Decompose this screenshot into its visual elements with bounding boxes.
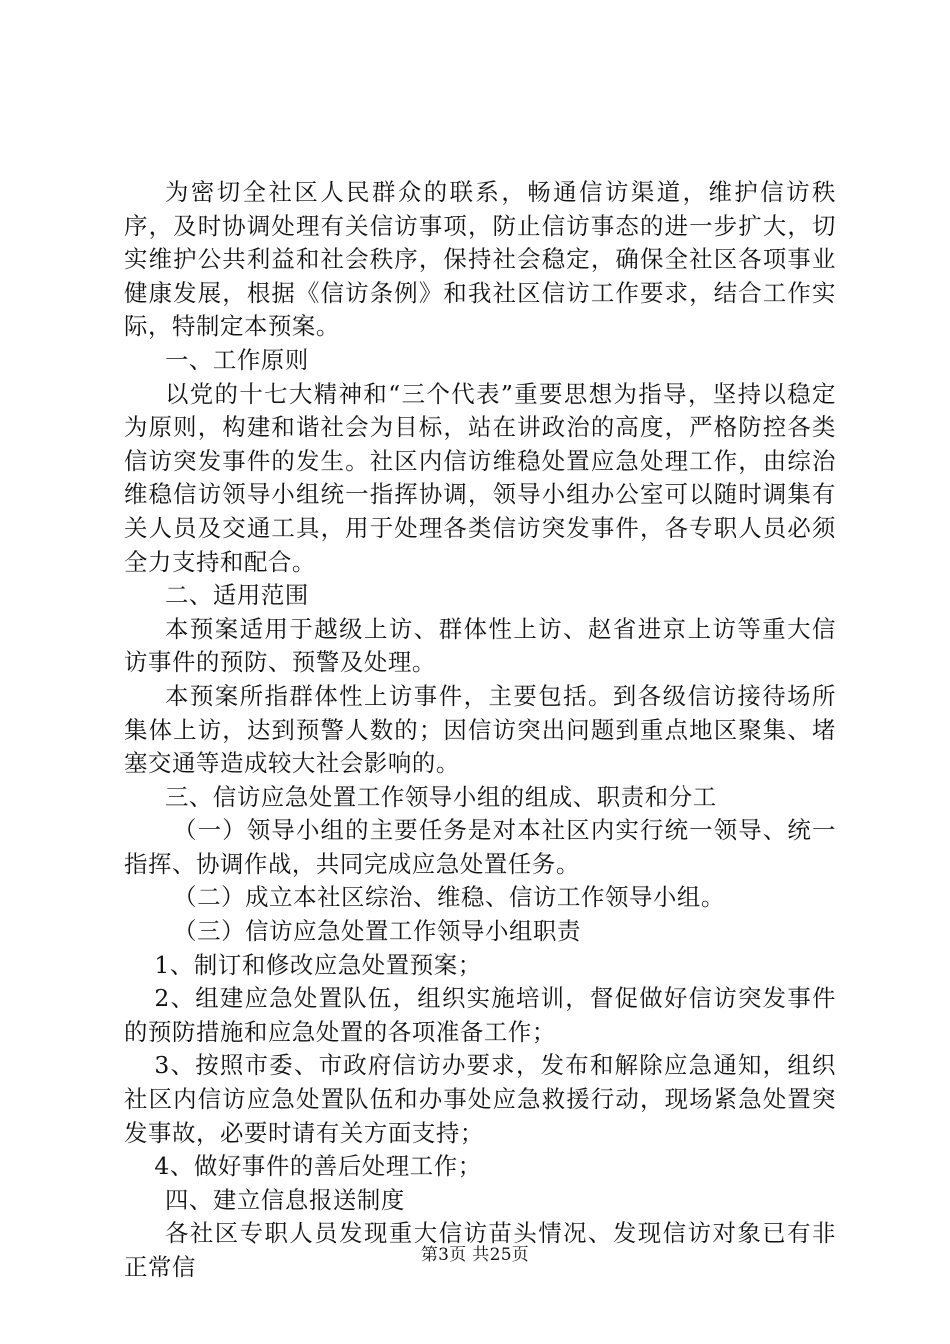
paragraph-info-reporting: 各社区专职人员发现重大信访苗头情况、发现信访对象已有非正常信 [124,1219,836,1281]
paragraph-work-principles: 以党的十七大精神和“三个代表”重要思想为指导，坚持以稳定为原则，构建和谐社会为目标，站在讲政治的高度，严格防控各类信访突发事件的发生。社区内信访维稳处置应急处理工作，由综治维稳信访领导小组统一指挥协调，领导小组办公室可以随时调集有关人员及交通工具，用于处理各类信访突发事件，各专职人员必须全力支持和配合。 [124,379,836,576]
heading-leading-group: 三、信访应急处置工作领导小组的组成、职责和分工 [164,782,717,811]
paragraph-scope: 本预案适用于越级上访、群体性上访、赵省进京上访等重大信访事件的预防、预警及处理。 [124,614,836,677]
paragraph-group-task: （一）领导小组的主要任务是对本社区内实行统一领导、统一指挥、协调作战，共同完成应急处置任务。 [124,816,836,878]
list-item-duty-4: 4、做好事件的善后处理工作； [154,1152,482,1181]
list-item-duty-1: 1、制订和修改应急处置预案； [154,950,482,979]
heading-info-reporting: 四、建立信息报送制度 [164,1185,405,1214]
paragraph-group-duties: （三）信访应急处置工作领导小组职责 [173,917,581,946]
paragraph-group-petition: 本预案所指群体性上访事件，主要包括。到各级信访接待场所集体上访，达到预警人数的；因信访突出问题到重点地区聚集、堵塞交通等造成较大社会影响的。 [124,681,836,778]
list-item-duty-3: 3、按照市委、市政府信访办要求，发布和解除应急通知，组织社区内信访应急处置队伍和办事处应急救援行动，现场紧急处置突发事故，必要时请有关方面支持； [124,1051,836,1147]
document-body [124,176,836,1285]
heading-scope: 二、适用范围 [164,581,309,610]
list-item-duty-2: 2、组建应急处置队伍，组织实施培训，督促做好信访突发事件的预防措施和应急处置的各项准备工作； [124,984,836,1046]
paragraph-intro: 为密切全社区人民群众的联系，畅通信访渠道，维护信访秩序，及时协调处理有关信访事项，防止信访事态的进一步扩大，切实维护公共利益和社会秩序，保持社会稳定，确保全社区各项事业健康发展，根据《信访条例》和我社区信访工作要求，结合工作实际，特制定本预案。 [124,178,836,341]
paragraph-group-setup: （二）成立本社区综治、维稳、信访工作领导小组。 [173,883,725,912]
page-number-footer: 第3页 共25页 [420,1245,530,1265]
heading-work-principles: 一、工作原则 [164,345,309,374]
